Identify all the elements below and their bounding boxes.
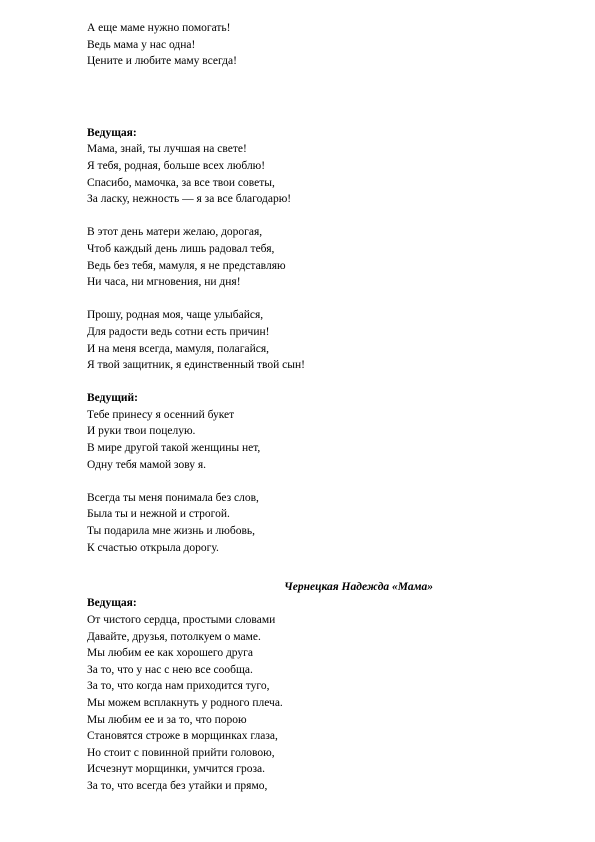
poem-line: Мы любим ее как хорошего друга [87, 647, 253, 660]
poem-line: Тебе принесу я осенний букет [87, 408, 235, 421]
poem-line: Исчезнут морщинки, умчится гроза. [87, 763, 265, 776]
poem-line: От чистого сердца, простыми словами [87, 614, 276, 626]
poem-line: Прошу, родная моя, чаще улыбайся, [87, 309, 264, 322]
stanza-gap [87, 208, 507, 225]
intro-stanza [87, 20, 507, 70]
poem-line: И на меня всегда, мамуля, полагайся, [87, 342, 270, 355]
poem-line: Я тебя, родная, больше всех люблю! [87, 159, 266, 172]
speaker-label: Ведущий: [87, 392, 138, 405]
poem-author: Чернецкая Надежда «Мама» [284, 580, 433, 593]
speaker-label: Ведущая: [87, 126, 137, 139]
poem-line: Ни часа, ни мгновения, ни дня! [87, 276, 241, 289]
poem-line: И руки твои поцелую. [87, 425, 196, 438]
spacer [87, 374, 507, 391]
stanza-gap [87, 473, 507, 490]
poem-line: Мы любим ее и за то, что порою [87, 713, 247, 726]
poem-line: Спасибо, мамочка, за все твои советы, [87, 176, 275, 189]
spacer [87, 70, 507, 125]
poem-line: Ты подарила мне жизнь и любовь, [87, 525, 256, 538]
poem-line: Для радости ведь сотни есть причин! [87, 325, 270, 338]
poem-line: Становятся строже в морщинках глаза, [87, 730, 278, 743]
poem-line: Мама, знай, ты лучшая на свете! [87, 143, 247, 156]
poem-line: Ведь мама у нас одна! [87, 38, 196, 51]
poem-line: А еще маме нужно помогать! [87, 22, 231, 34]
speaker-label: Ведущая: [87, 597, 137, 610]
poem-line: Я твой защитник, я единственный твой сын! [87, 359, 305, 372]
poem-line: Но стоит с повинной прийти головою, [87, 746, 275, 759]
poem-line: Давайте, друзья, потолкуем о маме. [87, 630, 261, 643]
poem-line: Цените и любите маму всегда! [87, 55, 237, 68]
poem-line: Была ты и нежной и строгой. [87, 508, 230, 521]
spacer [87, 556, 507, 573]
document-content [87, 20, 507, 795]
poem-line: Мы можем всплакнуть у родного плеча. [87, 696, 283, 709]
section-3 [87, 595, 507, 794]
poem-line: Одну тебя мамой зову я. [87, 458, 207, 471]
poem-line: За ласку, нежность — я за все благодарю! [87, 193, 292, 206]
poem-line: Чтоб каждый день лишь радовал тебя, [87, 242, 275, 255]
stanza-gap [87, 291, 507, 308]
poem-line: В этот день матери желаю, дорогая, [87, 226, 263, 239]
poem-line: В мире другой такой женщины нет, [87, 442, 261, 455]
poem-line: За то, что у нас с нею все сообща. [87, 663, 253, 676]
section-1 [87, 125, 507, 374]
poem-line: За то, что всегда без утайки и прямо, [87, 779, 268, 792]
poem-line: К счастью открыла дорогу. [87, 541, 219, 554]
poem-line: За то, что когда нам приходится туго, [87, 680, 270, 693]
poem-line: Ведь без тебя, мамуля, я не представляю [87, 259, 286, 272]
section-2 [87, 390, 507, 556]
poem-line: Всегда ты меня понимала без слов, [87, 491, 259, 504]
